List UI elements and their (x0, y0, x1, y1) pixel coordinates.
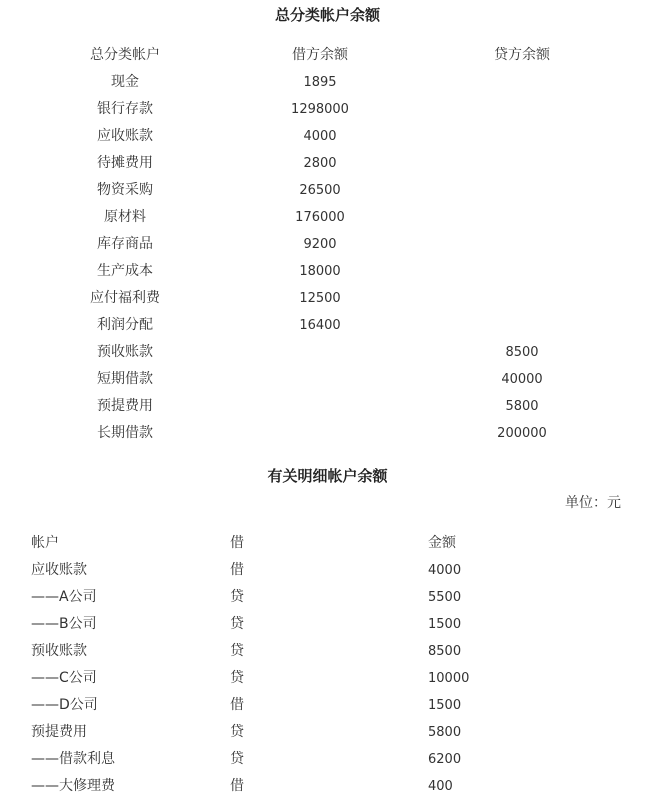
detail-account: ——借款利息 (31, 751, 115, 767)
summary-header-row (0, 42, 655, 69)
debit-balance: 16400 (299, 318, 341, 333)
detail-direction: 贷 (230, 643, 244, 659)
summary-header-credit: 贷方余额 (494, 47, 550, 63)
detail-account: ——B公司 (31, 616, 97, 632)
detail-direction: 借 (230, 778, 244, 794)
detail-direction: 贷 (230, 751, 244, 767)
table-row (0, 665, 655, 692)
detail-account: ——C公司 (31, 670, 97, 686)
detail-direction: 贷 (230, 724, 244, 740)
account-name: 预收账款 (97, 344, 153, 360)
detail-header-amount: 金额 (428, 535, 456, 551)
table-row (0, 420, 655, 447)
detail-header-row (0, 530, 655, 557)
detail-amount: 1500 (428, 698, 462, 713)
table-row (0, 692, 655, 719)
detail-title: 有关明细帐户余额 (267, 467, 388, 485)
table-row (0, 258, 655, 285)
detail-account: ——D公司 (31, 697, 98, 713)
debit-balance: 2800 (303, 156, 337, 171)
detail-amount: 4000 (428, 563, 462, 578)
detail-account: 预提费用 (31, 724, 87, 740)
detail-direction: 贷 (230, 589, 244, 605)
table-row (0, 177, 655, 204)
debit-balance: 1895 (303, 75, 337, 90)
debit-balance: 176000 (295, 210, 345, 225)
detail-table (0, 530, 655, 800)
account-name: 银行存款 (97, 101, 153, 117)
detail-account: ——大修理费 (31, 778, 115, 794)
account-name: 短期借款 (97, 371, 153, 387)
unit-label: 单位：元 (565, 495, 621, 511)
summary-table (0, 42, 655, 447)
summary-header-debit: 借方余额 (292, 47, 348, 63)
table-row (0, 339, 655, 366)
detail-amount: 5800 (428, 725, 462, 740)
table-row (0, 312, 655, 339)
detail-direction: 借 (230, 697, 244, 713)
table-row (0, 746, 655, 773)
account-name: 生产成本 (97, 263, 153, 279)
table-row (0, 719, 655, 746)
account-name: 待摊费用 (97, 155, 153, 171)
account-name: 长期借款 (97, 425, 153, 441)
table-row (0, 204, 655, 231)
debit-balance: 9200 (303, 237, 337, 252)
table-row (0, 150, 655, 177)
account-name: 应收账款 (97, 128, 153, 144)
detail-header-direction: 借 (230, 535, 244, 551)
detail-amount: 10000 (428, 671, 470, 686)
account-name: 利润分配 (97, 317, 153, 333)
detail-direction: 贷 (230, 616, 244, 632)
detail-amount: 400 (428, 779, 453, 794)
table-row (0, 69, 655, 96)
table-row (0, 285, 655, 312)
detail-amount: 6200 (428, 752, 462, 767)
account-name: 原材料 (104, 209, 146, 225)
detail-amount: 5500 (428, 590, 462, 605)
table-row (0, 123, 655, 150)
account-name: 预提费用 (97, 398, 153, 414)
credit-balance: 8500 (505, 345, 539, 360)
detail-header-account: 帐户 (31, 535, 59, 551)
debit-balance: 26500 (299, 183, 341, 198)
table-row (0, 366, 655, 393)
detail-amount: 8500 (428, 644, 462, 659)
summary-title: 总分类帐户余额 (274, 6, 380, 24)
account-name: 现金 (111, 74, 139, 90)
debit-balance: 12500 (299, 291, 341, 306)
credit-balance: 5800 (505, 399, 539, 414)
debit-balance: 18000 (299, 264, 341, 279)
table-row (0, 773, 655, 800)
table-row (0, 231, 655, 258)
summary-header-account: 总分类帐户 (90, 47, 160, 63)
credit-balance: 200000 (497, 426, 547, 441)
detail-account: 应收账款 (31, 562, 87, 578)
table-row (0, 393, 655, 420)
credit-balance: 40000 (501, 372, 543, 387)
table-row (0, 611, 655, 638)
detail-direction: 借 (230, 562, 244, 578)
debit-balance: 4000 (303, 129, 337, 144)
table-row (0, 96, 655, 123)
account-name: 应付福利费 (90, 290, 160, 306)
detail-account: ——A公司 (31, 589, 97, 605)
account-name: 物资采购 (97, 182, 153, 198)
table-row (0, 638, 655, 665)
detail-direction: 贷 (230, 670, 244, 686)
debit-balance: 1298000 (291, 102, 349, 117)
table-row (0, 584, 655, 611)
detail-account: 预收账款 (31, 643, 87, 659)
account-name: 库存商品 (97, 236, 153, 252)
detail-amount: 1500 (428, 617, 462, 632)
table-row (0, 557, 655, 584)
